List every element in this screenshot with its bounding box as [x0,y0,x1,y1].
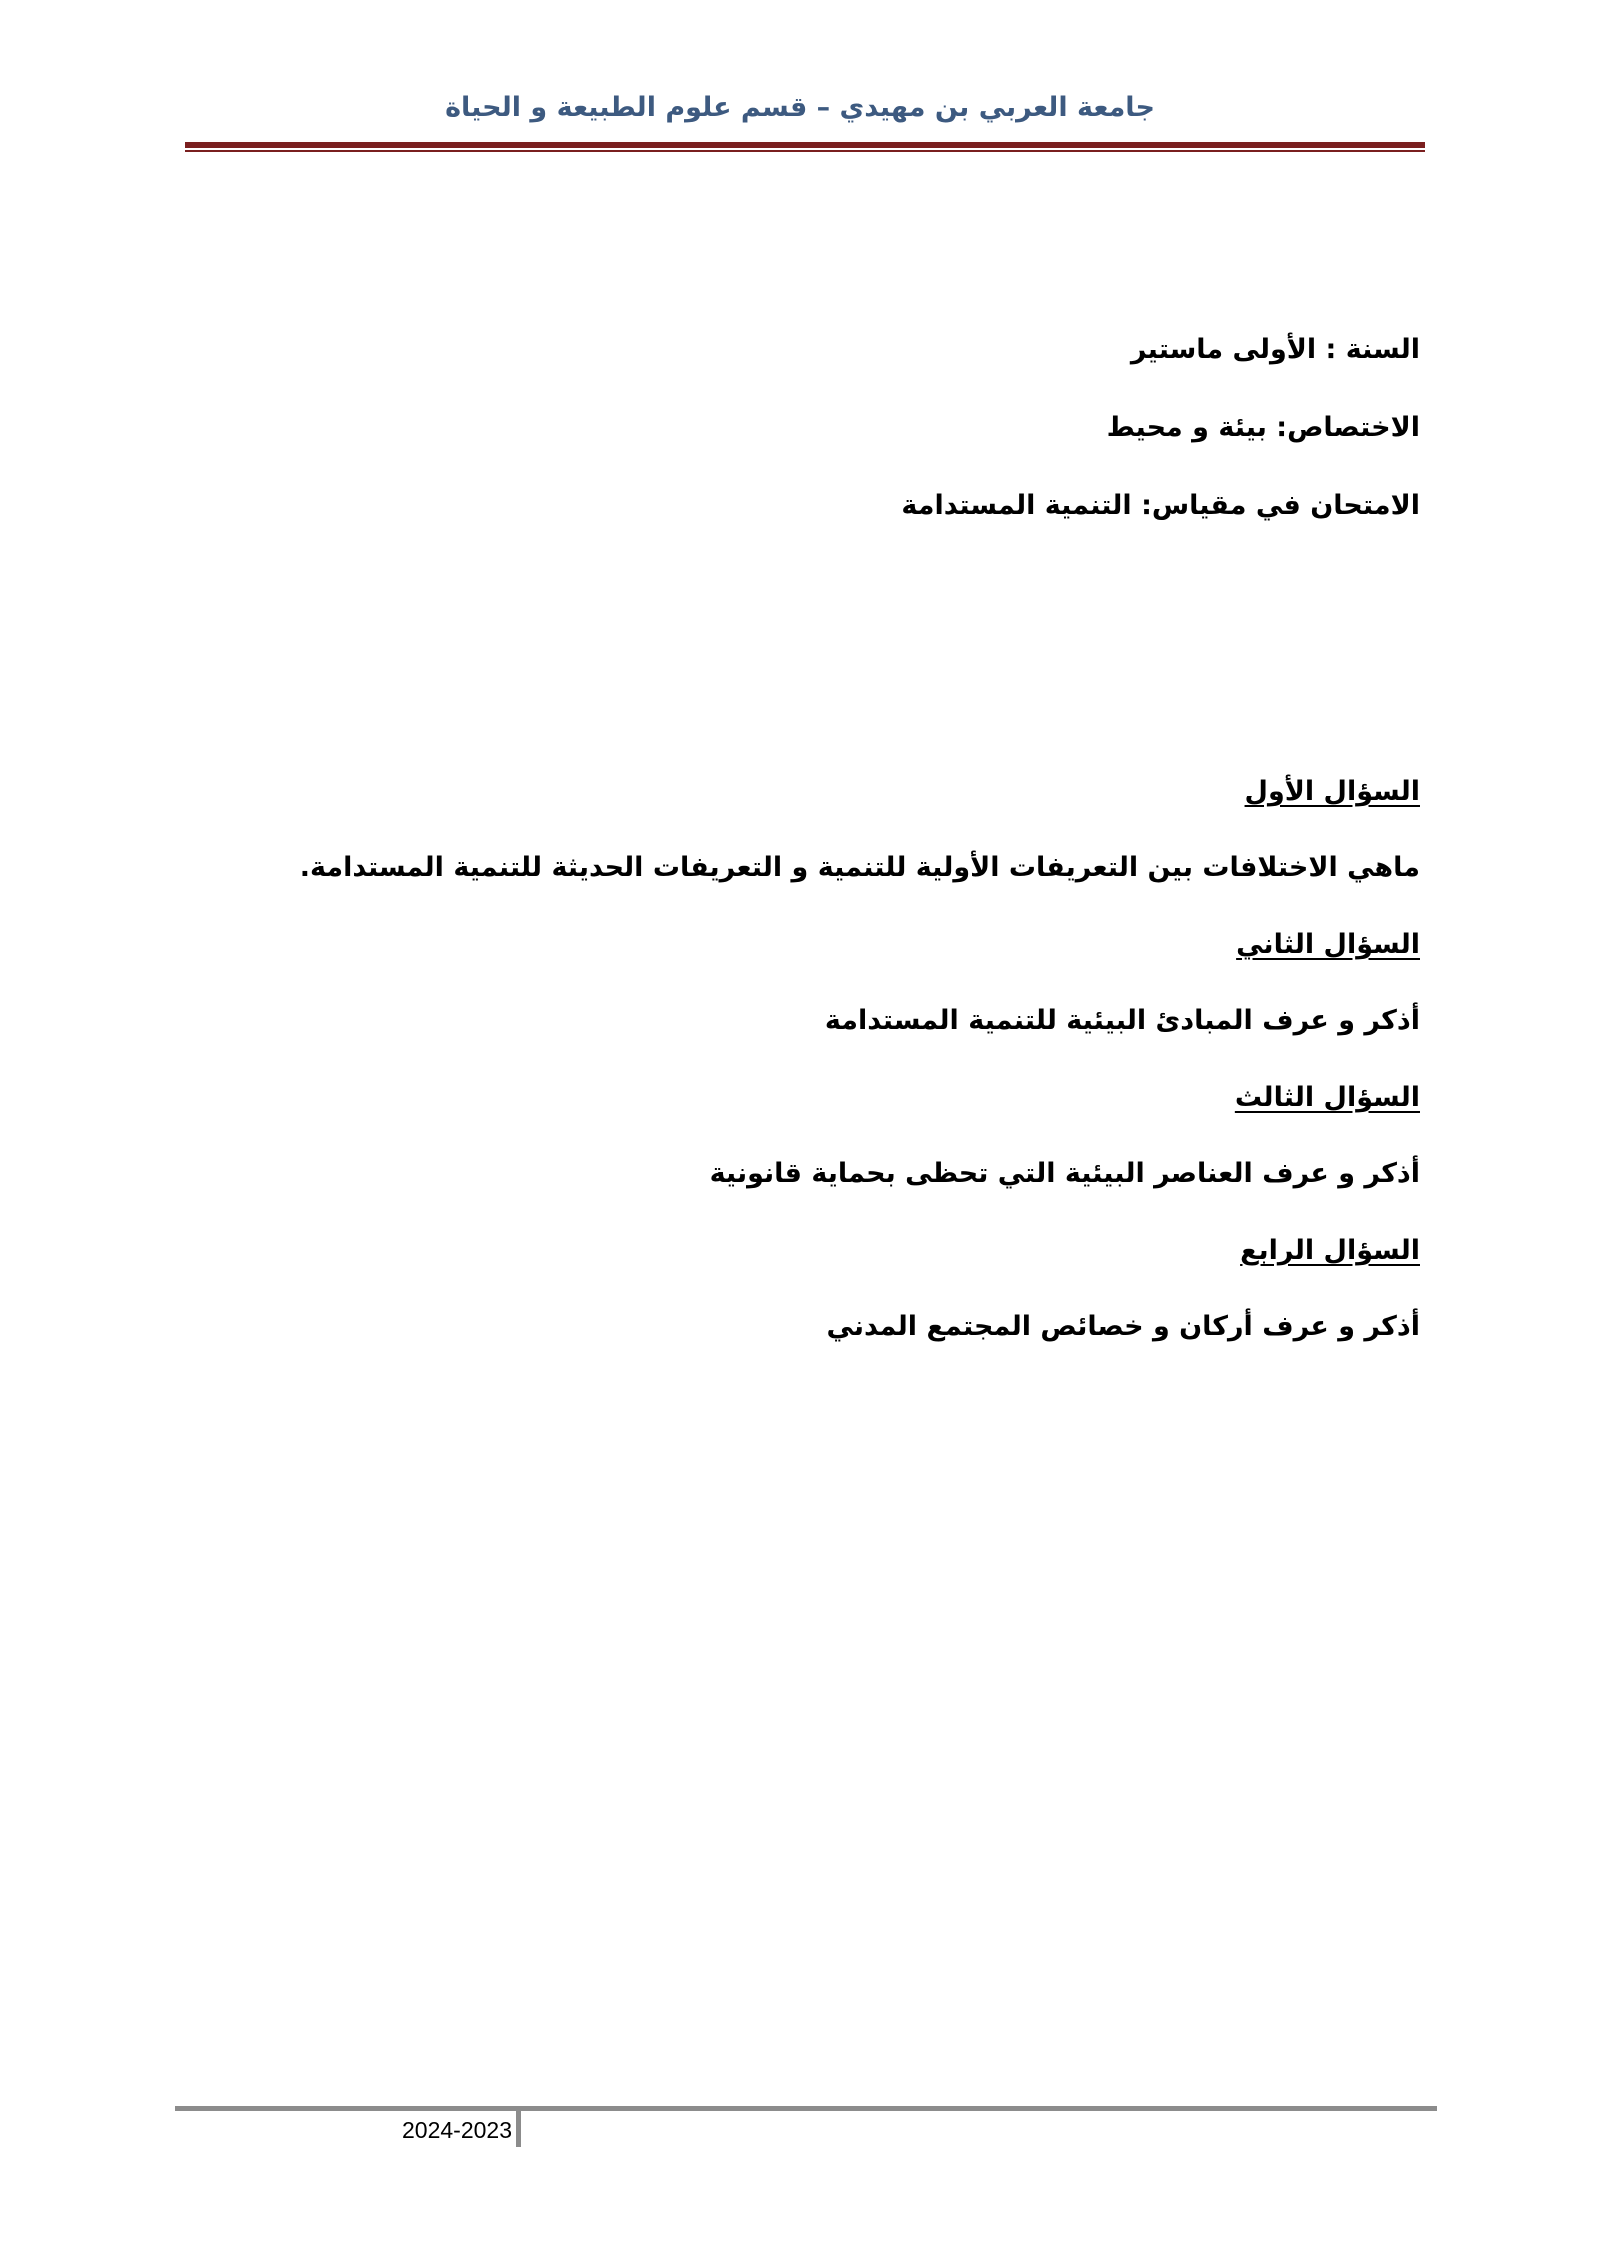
question-2-heading: السؤال الثاني [1236,929,1420,960]
exam-year-line: السنة : الأولى ماستير [1130,334,1420,365]
question-1-text: ماهي الاختلافات بين التعريفات الأولية للتنمية و التعريفات الحديثة للتنمية المستدامة. [299,852,1420,883]
question-4-text: أذكر و عرف أركان و خصائص المجتمع المدني [826,1311,1420,1342]
header-divider-thin [185,150,1425,152]
question-4-heading: السؤال الرابع [1240,1235,1420,1266]
exam-module-line: الامتحان في مقياس: التنمية المستدامة [901,490,1420,521]
exam-specialty-line: الاختصاص: بيئة و محيط [1106,412,1420,443]
question-3-text: أذكر و عرف العناصر البيئية التي تحظى بحماية قانونية [709,1158,1420,1189]
footer-divider-vertical [516,2111,521,2147]
question-3-heading: السؤال الثالث [1234,1082,1420,1113]
footer-academic-year: 2024-2023 [402,2117,512,2143]
question-1-heading: السؤال الأول [1244,776,1420,807]
question-2-text: أذكر و عرف المبادئ البيئية للتنمية المستدامة [824,1005,1420,1036]
page-header-title: جامعة العربي بن مهيدي – قسم علوم الطبيعة و الحياة [445,92,1155,123]
footer-divider [175,2106,1437,2111]
header-divider [185,142,1425,148]
